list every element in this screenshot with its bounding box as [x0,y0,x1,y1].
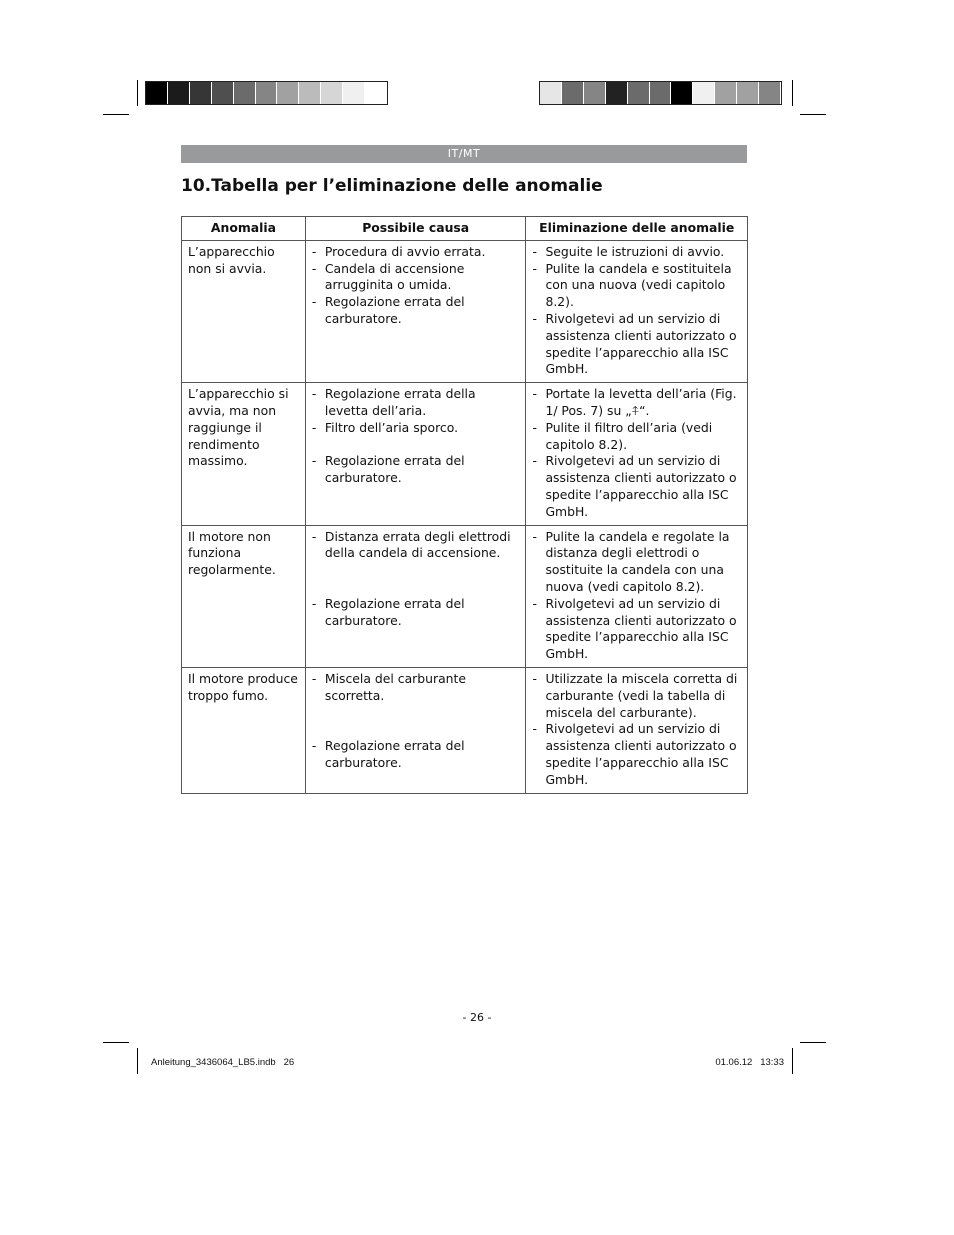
color-swatch [650,82,672,104]
remedy-cell [526,525,748,667]
color-swatch [146,82,168,104]
color-swatch [321,82,343,104]
remedy-item: - Rivolgetevi ad un servizio di assistenza clienti autorizzato o spedite l’apparecchio alla ISC GmbH. [532,596,741,663]
crop-mark [137,1048,138,1074]
color-swatch [671,82,693,104]
crop-mark [103,114,129,115]
column-header-remedy: Eliminazione delle anomalie [526,217,748,241]
crop-mark [800,1042,826,1043]
color-swatch [628,82,650,104]
color-swatch [168,82,190,104]
color-swatch [759,82,781,104]
anomaly-cell: Il motore non funziona regolarmente. [182,525,306,667]
remedy-item: - Rivolgetevi ad un servizio di assistenza clienti autorizzato o spedite l’apparecchio alla ISC GmbH. [532,721,741,788]
color-swatch [299,82,321,104]
table-row [182,240,748,382]
table-row [182,667,748,793]
cause-item: - Procedura di avvio errata. [312,244,520,261]
remedy-item: - Pulite la candela e sostituitela con una nuova (vedi capitolo 8.2). [532,261,741,311]
cause-cell [305,525,526,667]
cause-item: - Regolazione errata della levetta dell’aria. [312,386,520,420]
color-swatch [562,82,584,104]
cause-item: - Regolazione errata del carburatore. [312,294,520,328]
cause-cell [305,240,526,382]
crop-mark [792,80,793,106]
page-number: - 26 - [462,1011,492,1024]
remedy-item: - Rivolgetevi ad un servizio di assistenza clienti autorizzato o spedite l’apparecchio alla ISC GmbH. [532,453,741,520]
troubleshooting-table [181,216,748,794]
cause-item: - Miscela del carburante scorretta. [312,671,520,705]
anomaly-cell: Il motore produce troppo fumo. [182,667,306,793]
cause-item: - Candela di accensione arrugginita o umida. [312,261,520,295]
color-swatch [256,82,278,104]
cause-item: - Filtro dell’aria sporco. [312,420,520,437]
cause-item: - Regolazione errata del carburatore. [312,738,520,772]
anomaly-cell: L’apparecchio si avvia, ma non raggiunge il rendimento massimo. [182,383,306,525]
remedy-item: - Utilizzate la miscela corretta di carburante (vedi la tabella di miscela del carburante). [532,671,741,721]
remedy-item: - Pulite il filtro dell’aria (vedi capitolo 8.2). [532,420,741,454]
print-date-time: 01.06.12 13:33 [715,1057,784,1068]
section-title: 10.Tabella per l’eliminazione delle anomalie [181,176,603,196]
language-bar: IT/MT [181,145,747,163]
color-swatch [584,82,606,104]
color-swatch [737,82,759,104]
color-calibration-bar-right [539,81,782,105]
color-swatch [693,82,715,104]
color-swatch [365,82,387,104]
color-swatch [212,82,234,104]
remedy-item: - Portate la levetta dell’aria (Fig. 1/ Pos. 7) su „⍏“. [532,386,741,420]
color-swatch [190,82,212,104]
color-calibration-bar-left [145,81,388,105]
remedy-cell [526,667,748,793]
table-row [182,525,748,667]
remedy-cell [526,383,748,525]
cause-item: - Regolazione errata del carburatore. [312,596,520,630]
color-swatch [277,82,299,104]
cause-item: - Distanza errata degli elettrodi della candela di accensione. [312,529,520,563]
file-info: Anleitung_3436064_LB5.indb 26 [151,1057,295,1068]
column-header-cause: Possibile causa [305,217,526,241]
color-swatch [715,82,737,104]
crop-mark [137,80,138,106]
color-swatch [343,82,365,104]
remedy-item: - Pulite la candela e regolate la distanza degli elettrodi o sostituite la candela con una nuova (vedi capitolo 8.2). [532,529,741,596]
crop-mark [103,1042,129,1043]
cause-item: - Regolazione errata del carburatore. [312,453,520,487]
remedy-cell [526,240,748,382]
crop-mark [792,1048,793,1074]
anomaly-cell: L’apparecchio non si avvia. [182,240,306,382]
cause-cell [305,667,526,793]
remedy-item: - Seguite le istruzioni di avvio. [532,244,741,261]
color-swatch [234,82,256,104]
table-header-row [182,217,748,241]
crop-mark [800,114,826,115]
color-swatch [606,82,628,104]
color-swatch [540,82,562,104]
table-row [182,383,748,525]
remedy-item: - Rivolgetevi ad un servizio di assistenza clienti autorizzato o spedite l’apparecchio alla ISC GmbH. [532,311,741,378]
column-header-anomaly: Anomalia [182,217,306,241]
cause-cell [305,383,526,525]
